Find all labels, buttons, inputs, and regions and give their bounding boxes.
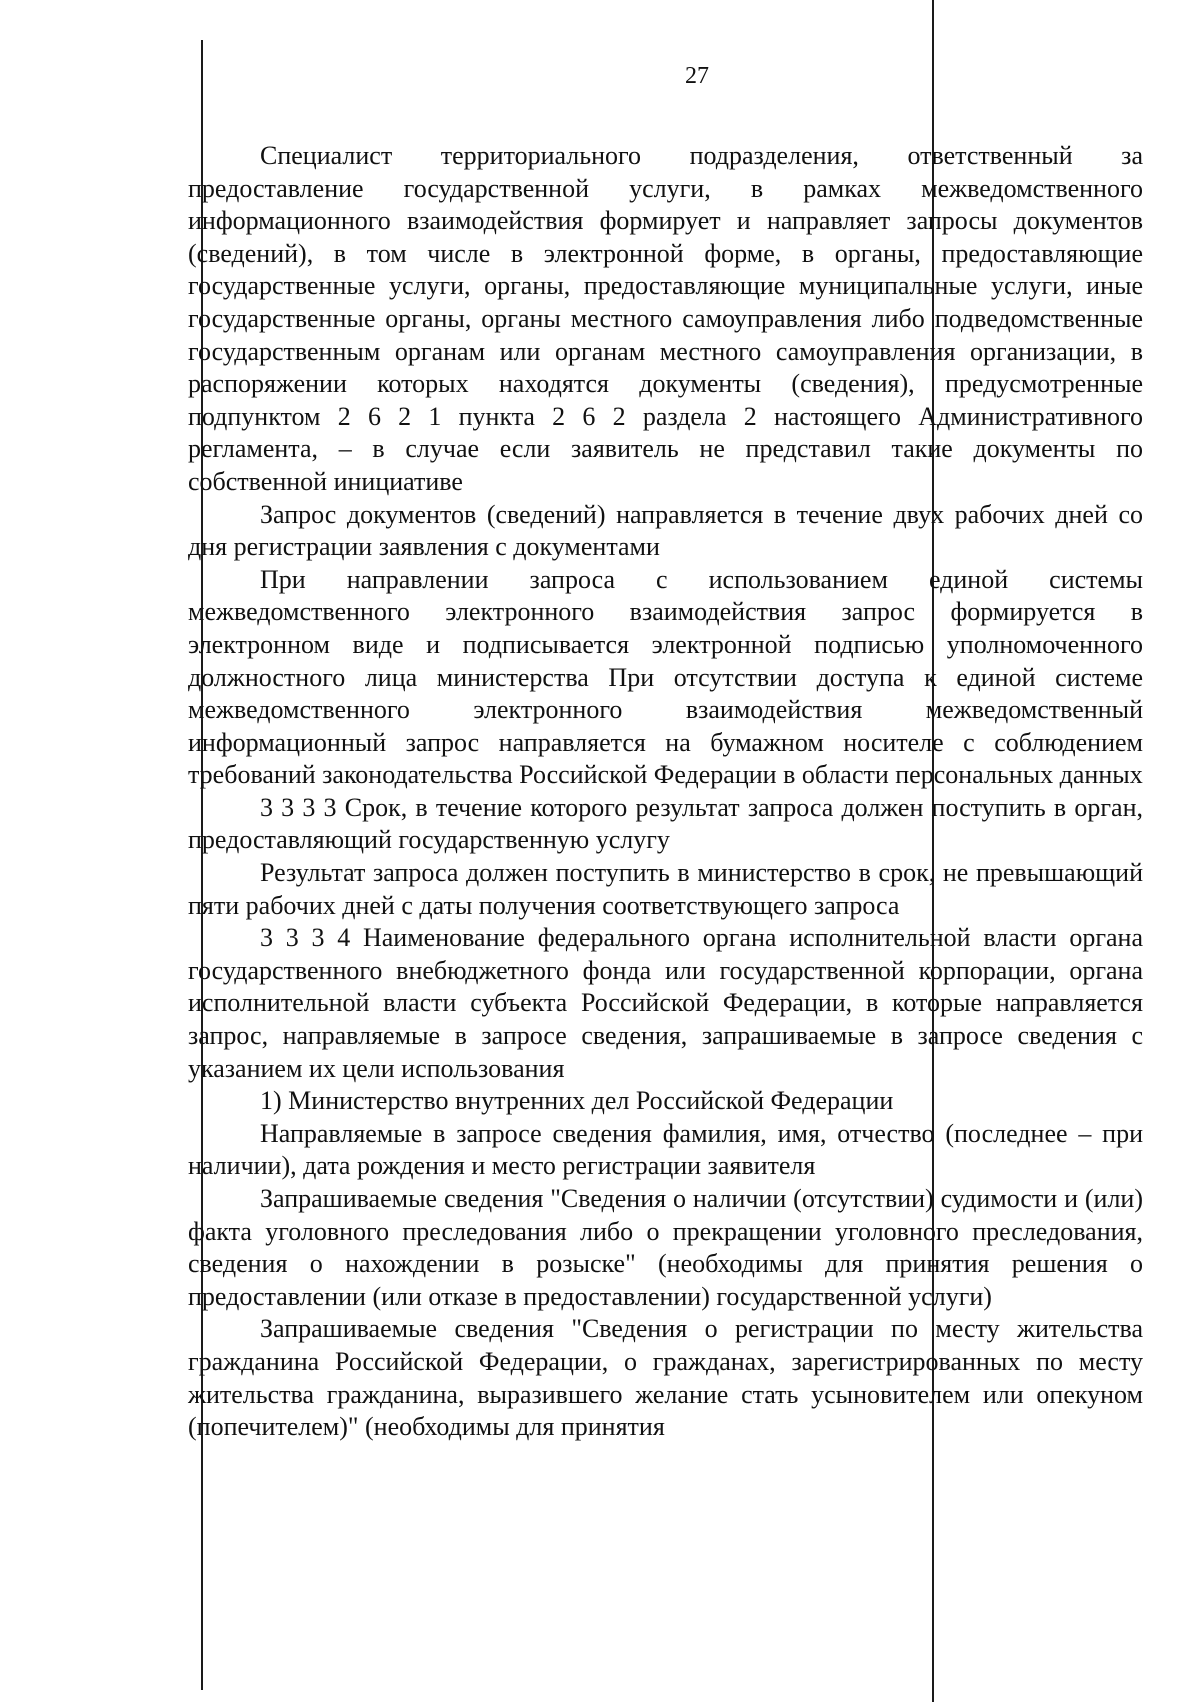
paragraph-registration: Запрашиваемые сведения "Сведения о регистрации по месту жительства гражданина Российской Федерации, о гражданах, зарегистрированных по месту жительства гражданина, выразившего желание стать усыновителем или опекуном (попечителем)" (необходимы для принятия [188, 1314, 1143, 1442]
page-number: 27 [685, 63, 709, 89]
paragraph-specialist: Специалист территориального подразделения, ответственный за предоставление государственной услуги, в рамках межведомственного информационного взаимодействия формирует и направляет запросы документов (сведений), в том числе в электронной форме, в органы, предоставляющие государственные услуги, органы, предоставляющие муниципальные услуги, иные государственные органы, органы местного самоуправления либо подведомственные государственным органам или органам местного самоуправления организации, в распоряжении которых находятся документы (сведения), предусмотренные подпунктом 2 6 2 1 пункта 2 6 2 раздела 2 настоящего Административного регламента, – в случае если заявитель не представил такие документы по собственной инициативе [188, 141, 1143, 496]
paragraph-result-deadline: Результат запроса должен поступить в министерство в срок, не превышающий пяти рабочих дней с даты получения соответствующего запроса [188, 858, 1143, 920]
paragraph-sent-data: Направляемые в запросе сведения фамилия, имя, отчество (последнее – при наличии), дата рождения и место регистрации заявителя [188, 1118, 1143, 1181]
paragraph-smev: При направлении запроса с использованием единой системы межведомственного электронного взаимодействия запрос формируется в электронном виде и подписывается электронной подписью уполномоченного должностного лица министерства При отсутствии доступа к единой системе межведомственного электронного взаимодействия межведомственный информационный запрос направляется на бумажном носителе с соблюдением требований законодательства Российской Федерации в области персональных данных [188, 564, 1143, 790]
paragraph-criminal-record: Запрашиваемые сведения "Сведения о наличии (отсутствии) судимости и (или) факта уголовного преследования либо о прекращении уголовного преследования, сведения о нахождении в розыске" (необходимы для принятия решения о предоставлении (или отказе в предоставлении) государственной услуги) [188, 1184, 1143, 1311]
paragraph-mvd: 1) Министерство внутренних дел Российской Федерации [260, 1086, 894, 1116]
paragraph-3334: 3 3 3 4 Наименование федерального органа исполнительной власти органа государственного внебюджетного фонда или государственной корпорации, органа исполнительной власти субъекта Российской Федерации, в которые направляется запрос, направляемые в запросе сведения, запрашиваемые в запросе сведения с указанием их цели использования [188, 923, 1143, 1083]
paragraph-3333: 3 3 3 3 Срок, в течение которого результат запроса должен поступить в орган, предоставляющий государственную услугу [188, 792, 1143, 855]
document-body [188, 140, 1143, 1444]
paragraph-request-timing: Запрос документов (сведений) направляется в течение двух рабочих дней со дня регистрации заявления с документами [188, 499, 1143, 562]
